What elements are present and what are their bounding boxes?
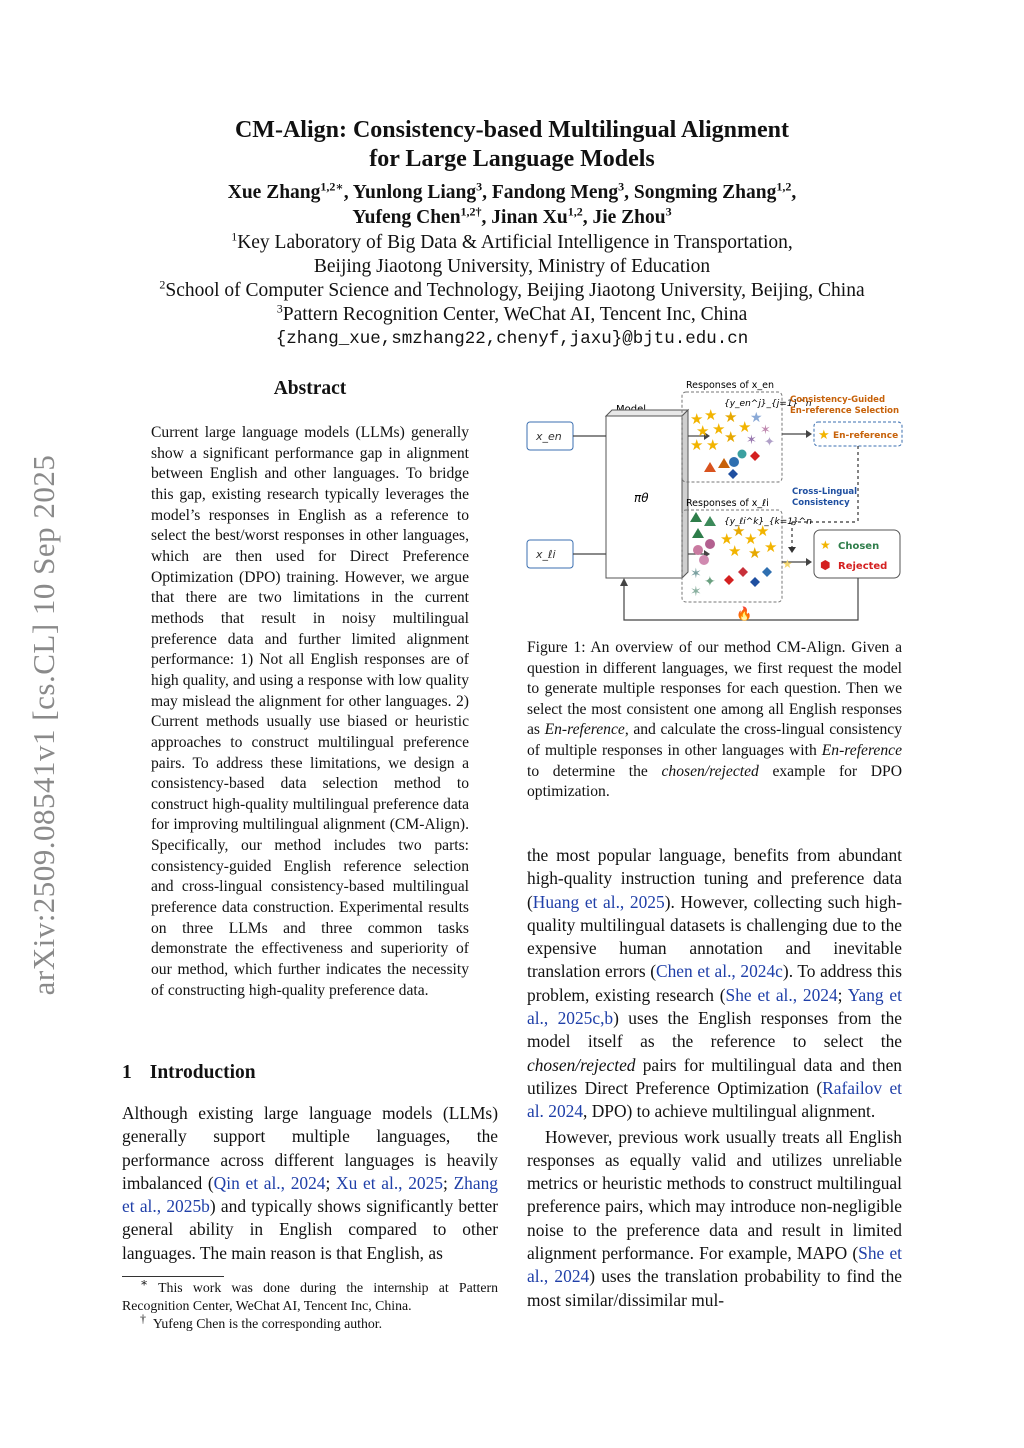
intro-text: ) and typically shows significantly better general ability in English compared to other languages. The main reason is that English, as <box>122 1196 499 1263</box>
footnotes <box>122 1275 499 1333</box>
star-icon: ★ <box>748 544 762 562</box>
citation-link[interactable]: She et al., 2024 <box>725 984 838 1005</box>
paper-title <box>140 116 884 174</box>
star-icon: ✶ <box>690 584 702 600</box>
author-name: Yunlong Liang <box>352 182 477 203</box>
star-icon: ★ <box>738 418 752 436</box>
affil-2: School of Computer Science and Technology, Beijing Jiaotong University, Beijing, China <box>165 280 865 301</box>
star-icon: ★ <box>820 538 831 552</box>
caption-emphasis: chosen/rejected <box>661 762 759 780</box>
triangle-icon <box>704 462 716 472</box>
affil-3: Pattern Recognition Center, WeChat AI, Tencent Inc, China <box>282 304 748 325</box>
circle-icon <box>699 555 709 565</box>
arrowhead <box>806 430 812 438</box>
triangle-icon <box>690 512 702 522</box>
arrowhead <box>620 578 628 586</box>
caption-text: , and calculate the cross-lingual consistency of multiple responses in other languages with <box>527 721 902 759</box>
star-icon: ★ <box>724 408 738 426</box>
affil-sup: 2 <box>159 277 166 292</box>
citation-link[interactable]: Huang et al., 2025 <box>532 891 665 912</box>
figure-1 <box>524 372 908 624</box>
fire-icon: 🔥 <box>736 607 753 622</box>
intro-text: the most popular language, benefits from abundant high-quality instruction tuning and preference data ( <box>527 845 902 912</box>
circle-icon <box>738 450 747 459</box>
author-name: Jinan Xu <box>491 207 568 228</box>
resp-l-shapes <box>690 512 777 600</box>
input-l-label: x_ℓi <box>536 548 556 561</box>
affil-sup: 3 <box>276 301 283 316</box>
policy-label: πθ <box>634 491 649 505</box>
star-icon: ★ <box>764 538 778 556</box>
intro-text: ; <box>837 984 848 1005</box>
section-title: Introduction <box>149 1062 256 1083</box>
star-icon: ★ <box>750 410 763 426</box>
input-en-label: x_en <box>536 430 562 443</box>
star-icon: ★ <box>818 428 830 443</box>
triangle-icon <box>718 458 730 468</box>
star-icon: ★ <box>732 522 746 540</box>
caption-text: example for DPO optimization. <box>527 762 902 801</box>
footnote-rule <box>122 1276 224 1277</box>
triangle-icon <box>704 516 716 526</box>
citation-link[interactable]: She et al., 2024 <box>527 1243 902 1287</box>
caption-text: to determine the <box>527 762 662 780</box>
resp-l-title: Responses of x_ℓi <box>686 498 769 509</box>
star-icon: ★ <box>706 436 720 454</box>
figure-caption <box>527 638 902 803</box>
caption-emphasis: En-reference <box>544 721 625 739</box>
star-icon: ★ <box>756 522 770 540</box>
cl-label-2: Consistency <box>792 498 850 508</box>
arrowhead <box>806 558 812 566</box>
abstract-heading: Abstract <box>273 378 347 399</box>
model-block-top <box>606 410 688 416</box>
arxiv-id: arXiv:2509.08541v1 [cs.CL] 10 Sep 2025 <box>26 454 61 996</box>
author-email: {zhang_xue,smzhang22,chenyf,jaxu}@bjtu.edu.cn <box>275 329 749 349</box>
title-line-1: CM-Align: Consistency-based Multilingual Alignment <box>234 117 790 143</box>
diamond-icon <box>750 451 760 461</box>
footnote-1: This work was done during the internship at Pattern Recognition Center, WeChat AI, Tencent Inc, China. <box>122 1280 499 1313</box>
intro-paragraph-2 <box>527 1126 902 1312</box>
cl-label-1: Cross-Lingual <box>792 487 858 497</box>
intro-text: , DPO) to achieve multilingual alignment. <box>583 1101 876 1122</box>
star-icon: ★ <box>704 406 718 424</box>
triangle-icon <box>692 528 704 538</box>
star-icon: ★ <box>728 542 742 560</box>
section-heading <box>122 1062 256 1084</box>
cg-label-1: Consistency-Guided <box>790 395 886 405</box>
resp-l-set: {y_ℓi^k}_{k=1}^n <box>724 517 812 527</box>
intro-text: ; <box>325 1172 337 1193</box>
star-icon: ✶ <box>746 433 757 448</box>
citation-link[interactable]: Yang et al., 2025c,b <box>527 984 902 1029</box>
intro-text: However, previous work usually treats all English responses as equally valid and utilizes unreliable metrics or heuristic methods to construct multilingual preference pairs, which may introduce non-negligible noise to the preference data and result in limited alignment performance. For example, MAPO ( <box>527 1126 902 1264</box>
heptagon-icon: ⬢ <box>820 558 831 572</box>
circle-icon <box>705 539 715 549</box>
caption-emphasis: En-reference <box>821 741 902 759</box>
arrowhead <box>788 547 796 553</box>
star-icon: ★ <box>744 530 758 548</box>
intro-text: ). However, collecting such high-quality multilingual datasets is challenging due to the expensive human annotation and inevitable translation errors ( <box>527 891 902 982</box>
caption-text: Figure 1: An overview of our method CM-Align. Given a question in different languages, we first request the model to generate multiple responses for each question. Then we select the most consistent one among all English responses as <box>527 639 902 739</box>
citation-link[interactable]: Xu et al., 2025 <box>336 1172 444 1193</box>
author-sup: 3 <box>618 179 625 194</box>
star-icon: ★ <box>724 428 738 446</box>
intro-text: ; <box>443 1172 454 1193</box>
affil-1-line-1: Key Laboratory of Big Data & Artificial Intelligence in Transportation, <box>237 232 793 253</box>
footnote-2: Yufeng Chen is the corresponding author. <box>152 1316 383 1331</box>
citation-link[interactable]: Zhang et al., 2025b <box>122 1172 498 1217</box>
star-icon: ★ <box>690 410 704 428</box>
intro-text: pairs for multilingual data and then utilizes Direct Preference Optimization ( <box>527 1054 902 1098</box>
author-list: Xue Zhang$^{1,2∗}$, Yunlong Liang$^3$, Fandong Meng$^3$, Songming Zhang$^{1,2}$, Yufeng Chen$^{1,2\dagger}$, Jinan Xu$^{1,2}$, Jie Zhou$^3$ <box>227 179 797 228</box>
chosen-label: Chosen <box>838 541 880 552</box>
author-name: Jie Zhou <box>592 207 666 228</box>
star-icon: ★ <box>782 557 793 571</box>
diamond-icon <box>750 577 760 587</box>
affil-1-line-2: Beijing Jiaotong University, Ministry of Education <box>313 256 711 277</box>
diamond-icon <box>728 469 738 479</box>
author-name: Yufeng Chen <box>352 207 461 228</box>
author-name: Fandong Meng <box>491 182 619 203</box>
intro-text: ) uses the translation probability to find the most similar/dissimilar mul- <box>527 1266 902 1310</box>
section-number: 1 <box>122 1062 132 1083</box>
author-sup: 1,2 <box>567 204 583 219</box>
model-block-side <box>682 410 688 578</box>
intro-text: Although existing large language models (LLMs) generally support multiple languages, the performance across different languages is heavily imbalanced ( <box>122 1103 498 1193</box>
citation-link[interactable]: Qin et al., 2024 <box>213 1172 326 1193</box>
author-name: Songming Zhang <box>633 182 777 203</box>
resp-en-title: Responses of x_en <box>686 380 775 391</box>
star-icon: ✦ <box>704 574 716 590</box>
cg-label-2: En-reference Selection <box>790 406 900 416</box>
resp-en-shapes <box>690 406 775 479</box>
intro-text: ) uses the English responses from the model itself as the reference to select the <box>527 1008 902 1052</box>
star-icon: ✦ <box>764 435 775 450</box>
author-sup: 3 <box>665 204 672 219</box>
author-sup: 1,2 <box>776 179 792 194</box>
resp-en-set: {y_en^j}_{j=1}^n <box>724 399 812 409</box>
footnote-mark: ∗ <box>140 1275 149 1290</box>
author-sup: 1,2∗ <box>320 179 344 194</box>
star-icon: ✶ <box>760 423 771 438</box>
author-name: Xue Zhang <box>227 182 321 203</box>
rejected-label: Rejected <box>838 561 888 572</box>
star-icon: ★ <box>690 436 704 454</box>
arxiv-sidebar <box>8 425 80 1025</box>
en-reference-label: En-reference <box>833 431 899 441</box>
author-sup: 3 <box>476 179 483 194</box>
star-icon: ★ <box>712 420 726 438</box>
right-column-text <box>527 844 902 1312</box>
star-icon: ★ <box>696 422 710 440</box>
intro-paragraph-1-cont <box>527 844 902 1124</box>
circle-icon <box>693 545 703 555</box>
intro-emphasis: chosen/rejected <box>527 1054 636 1075</box>
affil-sup: 1 <box>231 229 238 244</box>
intro-paragraph-1 <box>122 1102 498 1265</box>
citation-link[interactable]: Chen et al., 2024c <box>656 961 783 982</box>
circle-icon <box>729 457 739 467</box>
intro-text: ). To address this problem, existing research ( <box>527 961 902 1005</box>
star-icon: ★ <box>720 530 734 548</box>
citation-link[interactable]: Rafailov et al. 2024 <box>527 1077 903 1122</box>
diamond-icon <box>762 567 772 577</box>
method-diagram <box>524 372 908 624</box>
title-line-2: for Large Language Models <box>369 146 655 172</box>
diamond-icon <box>724 575 734 585</box>
footnote-mark: † <box>140 1311 146 1326</box>
affiliations <box>120 231 904 351</box>
author-sup: 1,2† <box>460 204 482 219</box>
diamond-icon <box>738 567 748 577</box>
star-icon: ✶ <box>690 566 702 582</box>
abstract-body: Current large language models (LLMs) generally show a significant performance gap in alignment between English and other languages. To bridge this gap, existing research typically leverages the model’s responses in English as a reference to select the best/worst responses in other languages, which are then used for Direct Preference Optimization (DPO) training. However, we argue that there are two limitations in the current methods that result in noisy multilingual preference data and further limited alignment performance: 1) Not all English responses are of high quality, and using a response with low quality may mislead the alignment for other languages. 2) Current methods usually use biased or heuristic approaches to construct multilingual preference pairs. To address these limitations, we design a consistency-based data selection method to construct high-quality multilingual preference data for improving multilingual alignment (CM-Align). Specifically, our method includes two parts: consistency-guided English reference selection and cross-lingual consistency-based multilingual preference data construction. Experimental results on three LLMs and three common tasks demonstrate the effectiveness and superiority of our method, which further indicates the necessity of constructing high-quality preference data. <box>151 424 469 999</box>
